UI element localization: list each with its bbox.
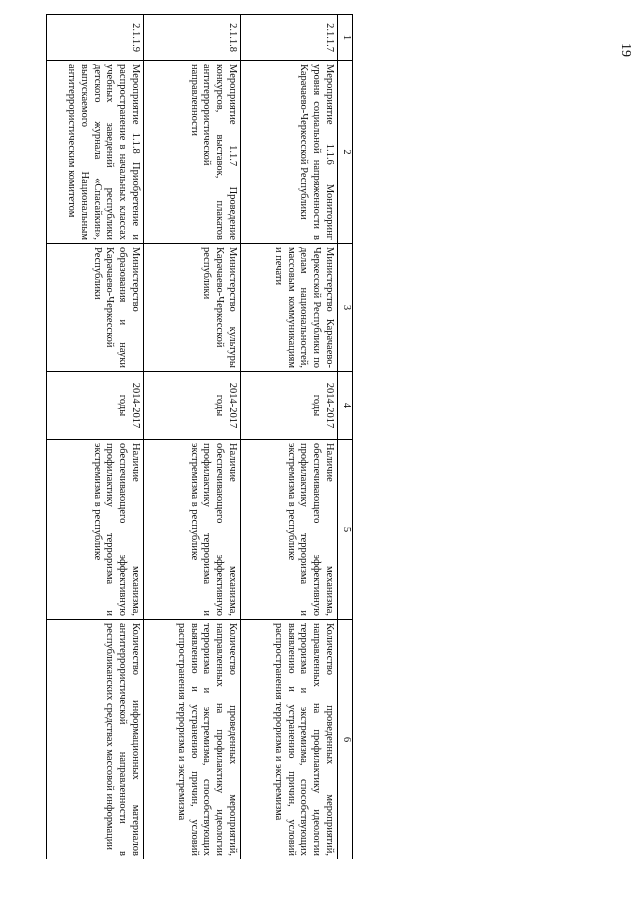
column-header-6: 6 (338, 620, 353, 860)
table-row (47, 15, 144, 860)
column-header-3: 3 (338, 244, 353, 372)
program-activities-table (46, 14, 353, 859)
column-header-2: 2 (338, 61, 353, 244)
table-frame (43, 14, 353, 859)
landscape-table-container (43, 14, 353, 859)
executor-cell: Министерство Карачаево-Черкесской Республики по делам национальностей, массовым коммуникациям и печати (241, 244, 338, 372)
page-number: 19 (618, 43, 633, 57)
activity-cell: Мероприятие 1.1.7 Проведение конкурсов, выставок, плакатов антитеррористической направленности (144, 61, 241, 244)
header-row (338, 15, 353, 860)
row-id: 2.1.1.7 (241, 15, 338, 61)
executor-cell: Министерство культуры Карачаево-Черкесской республики (144, 244, 241, 372)
result-cell: Наличие механизма, обеспечивающего эффективную профилактику терроризма и экстремизма в республике (144, 440, 241, 620)
result-cell: Наличие механизма, обеспечивающего эффективную профилактику терроризма и экстремизма в республике (47, 440, 144, 620)
row-id: 2.1.1.9 (47, 15, 144, 61)
column-header-4: 4 (338, 372, 353, 440)
years-cell: 2014-2017 годы (241, 372, 338, 440)
indicator-cell: Количество проведенных мероприятий, направленных на профилактику идеологии терроризма и экстремизма, способствующих выявлению и устранению причин, условий распространения терроризма и экстремизма (241, 620, 338, 860)
indicator-cell: Количество информационных материалов антитеррористической направленности в республиканских средствах массовой информации (47, 620, 144, 860)
years-cell: 2014-2017 годы (144, 372, 241, 440)
result-cell: Наличие механизма, обеспечивающего эффективную профилактику терроризма и экстремизма в республике (241, 440, 338, 620)
activity-cell: Мероприятие 1.1.6 Мониторинг уровня социальной напряженности в Карачаево-Черкесской Республики (241, 61, 338, 244)
column-header-1: 1 (338, 15, 353, 61)
row-id: 2.1.1.8 (144, 15, 241, 61)
table-row (241, 15, 338, 860)
executor-cell: Министерство образования и науки Карачаево-Черкесской Республики (47, 244, 144, 372)
years-cell: 2014-2017 годы (47, 372, 144, 440)
indicator-cell: Количество проведенных мероприятий, направленных на профилактику идеологии терроризма и экстремизма, способствующих выявлению и устранению причин, условий распространения терроризма и экстремизма (144, 620, 241, 860)
activity-cell: Мероприятие 1.1.8 Приобретение и распространение в начальных классах учебных заведений республики детского журнала «Спасайкин», выпускаемого Национальным антитеррористическим комитетом (47, 61, 144, 244)
table-row (144, 15, 241, 860)
column-header-5: 5 (338, 440, 353, 620)
